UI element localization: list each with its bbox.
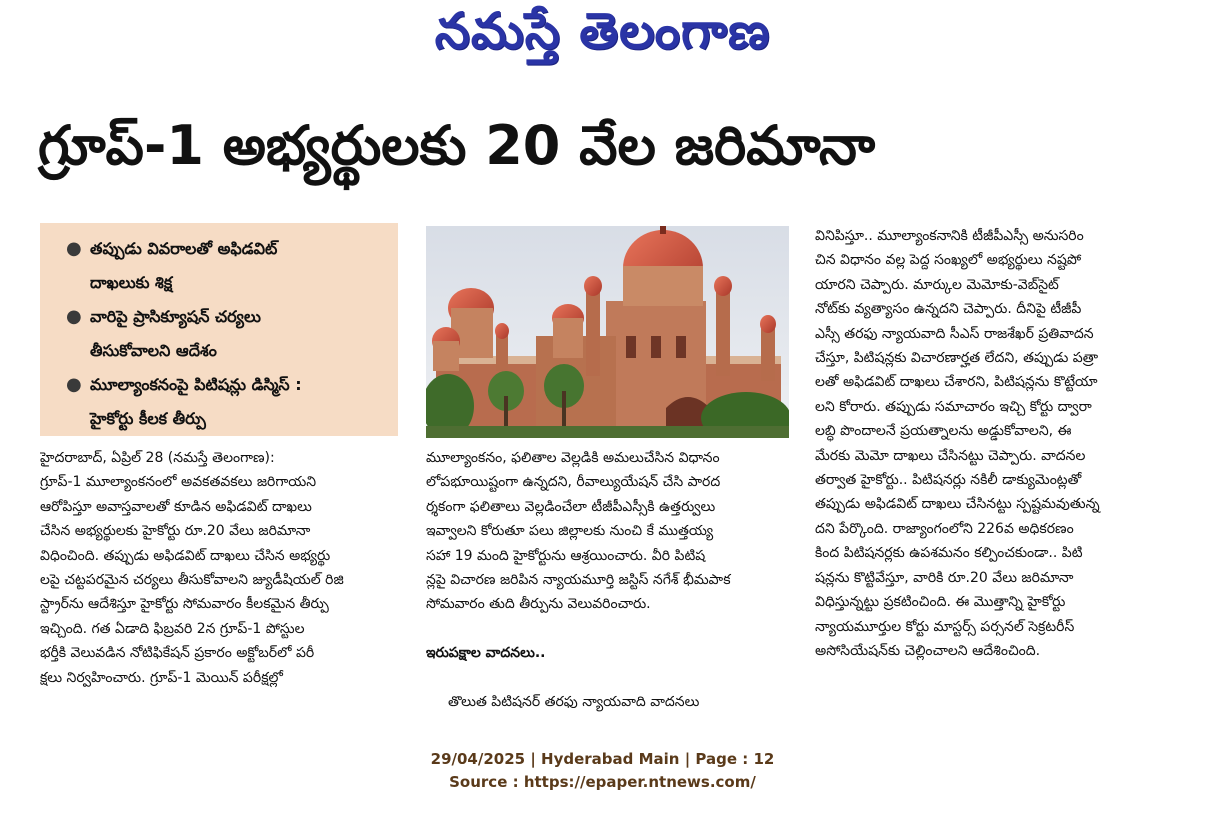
text-line: నోట్‌కు వ్యత్యాసం ఉన్నదని చెప్పారు. దీనిపై టీజీపీ [815,301,1082,318]
text-line: వినిపిస్తూ.. మూల్యాంకనానికి టీజీపీఎస్సీ అనుసరిం [815,228,1084,244]
text-line: లబ్ధి పొందాలనే ప్రయత్నాలను అడ్డుకోవాలని, ఈ [815,423,1072,440]
text-line: కింద పిటిషనర్లకు ఉపశమనం కల్పించకుండా.. పిటి [815,545,1083,562]
highlight-line: వారిపై ప్రాసిక్యూషన్ చర్యలు [90,307,261,326]
highlight-line: మూల్యాంకనంపై పిటిషన్లు డిస్మిస్ : [90,375,302,394]
text-line: లపై చట్టపరమైన చర్యలు తీసుకోవాలని జ్యుడీషియల్ రిజి [40,572,344,589]
page-footer [0,748,1205,794]
text-line: తొలుత పిటిషనర్ తరఫు న్యాయవాది వాదనలు [448,694,700,711]
highlight-item [66,232,388,300]
section-subheading: ఇరుపక్షాల వాదనలు.. [426,645,546,662]
highlight-line: తీసుకోవాలని ఆదేశం [90,341,217,360]
edition-info: 29/04/2025 | Hyderabad Main | Page : 12 [430,750,775,768]
text-line: చిన విధానం వల్ల పెద్ద సంఖ్యలో అభ్యర్థులు నష్టపో [815,252,1082,269]
newspaper-name: నమస్తే తెలంగాణ [434,2,771,60]
spacer [426,617,789,641]
text-line: చేసిన అభ్యర్థులకు హైకోర్టు రూ.20 వేలు జరిమానా [40,523,311,540]
text-line: లోపభూయిష్టంగా ఉన్నదని, రీవాల్యుయేషన్ చేసి పారద [426,474,721,491]
high-court-photo [426,226,789,438]
highlights-box [40,223,398,436]
highlight-line: దాఖలుకు శిక్ష [90,273,173,292]
text-line: మూల్యాంకనం, ఫలితాల వెల్లడికి అమలుచేసిన విధానం [426,450,720,466]
text-line: న్యాయమూర్తుల కోర్టు మాస్టర్స్ పర్సనల్ సెక్రటరీస్ [815,618,1075,635]
text-line: లని కోరారు. తప్పుడు సమాచారం ఇచ్చి కోర్టు ద్వారా [815,398,1092,415]
text-line: సోమవారం తుది తీర్పును వెలువరించారు. [426,596,651,613]
text-line: విధించింది. తప్పుడు అఫిడవిట్ దాఖలు చేసిన అభ్యర్థు [40,547,331,564]
bullet-icon: ● [66,306,82,327]
source-link[interactable]: Source : https://epaper.ntnews.com/ [449,773,756,791]
text-line: అసోసియేషన్‌కు చెల్లించాలని ఆదేశించింది. [815,642,1041,659]
highlight-line: హైకోర్టు కీలక తీర్పు [90,409,206,428]
text-line: హైదరాబాద్, ఏప్రిల్ 28 (నమస్తే తెలంగాణ): [40,450,275,466]
article-column-1 [40,446,402,690]
text-line: మేరకు మెమో దాఖలు చేసినట్టు చెప్పారు. వాదనల [815,447,1086,464]
highlight-item [66,300,388,368]
text-line: ఆరోపిస్తూ అవాస్తవాలతో కూడిన అఫిడవిట్ దాఖలు [40,498,312,515]
text-line: దని పేర్కొంది. రాజ్యాంగంలోని 226వ అధికరణం [815,520,1074,537]
text-line: గ్రూప్-1 మూల్యాంకనంలో అవకతవకలు జరిగాయని [40,474,317,491]
text-line: యారని చెప్పారు. మార్కుల మెమోకు-వెబ్‌సైట్ [815,276,1059,293]
article-column-2 [426,446,789,714]
text-line: తర్వాత హైకోర్టు.. పిటిషనర్లు నకిలీ డాక్యుమెంట్లతో [815,472,1082,489]
article-column-3 [815,224,1177,663]
headline: గ్రూప్-1 అభ్యర్థులకు 20 వేల జరిమానా [38,114,876,177]
masthead [0,2,1205,73]
text-line: భర్తీకి వెలువడిన నోటిఫికేషన్ ప్రకారం అక్టోబర్‌లో పరీ [40,645,315,662]
text-line: ఇచ్చింది. గత ఏడాది ఫిబ్రవరి 2న గ్రూప్-1 పోస్టుల [40,620,305,637]
text-line: చేస్తూ, పిటిషన్లకు విచారణార్హత లేదని, తప్పుడు పత్రా [815,350,1099,367]
text-line: తప్పుడు అఫిడవిట్ దాఖలు చేసినట్టు స్పష్టమవుతున్న [815,496,1100,513]
text-line: ఇవ్వాలని కోరుతూ పలు జిల్లాలకు నుంచి కే ముత్తయ్య [426,523,714,540]
text-line: సహా 19 మంది హైకోర్టును ఆశ్రయించారు. వీరి పిటిష [426,547,706,564]
bullet-icon: ● [66,374,82,395]
text-line: ఎస్సీ తరఫు న్యాయవాది సీఎస్ రాజశేఖర్ ప్రతివాదన [815,325,1094,342]
highlight-item [66,368,388,436]
text-line: న్లపై విచారణ జరిపిన న్యాయమూర్తి జస్టిస్ నగేశ్ భీమపాక [426,572,731,589]
text-line: స్ట్రార్‌ను ఆదేశిస్తూ హైకోర్టు సోమవారం కీలకమైన తీర్పు [40,596,329,613]
highlight-line: తప్పుడు వివరాలతో అఫిడవిట్ [90,239,278,258]
text-line: లతో అఫిడవిట్ దాఖలు చేశారని, పిటిషన్లను కొట్టేయా [815,374,1098,391]
text-line: షన్లను కొట్టివేస్తూ, వారికి రూ.20 వేలు జరిమానా [815,569,1074,586]
bullet-icon: ● [66,238,82,259]
text-line: ర్శకంగా ఫలితాలు వెల్లడించేలా టీజీపీఎస్సీకి ఉత్తర్వులు [426,498,716,515]
text-line: క్షలు నిర్వహించారు. గ్రూప్-1 మెయిన్ పరీక్షల్లో [40,669,283,686]
spacer [426,666,789,690]
text-line: విధిస్తున్నట్టు ప్రకటించింది. ఈ మొత్తాన్ని హైకోర్టు [815,594,1066,611]
